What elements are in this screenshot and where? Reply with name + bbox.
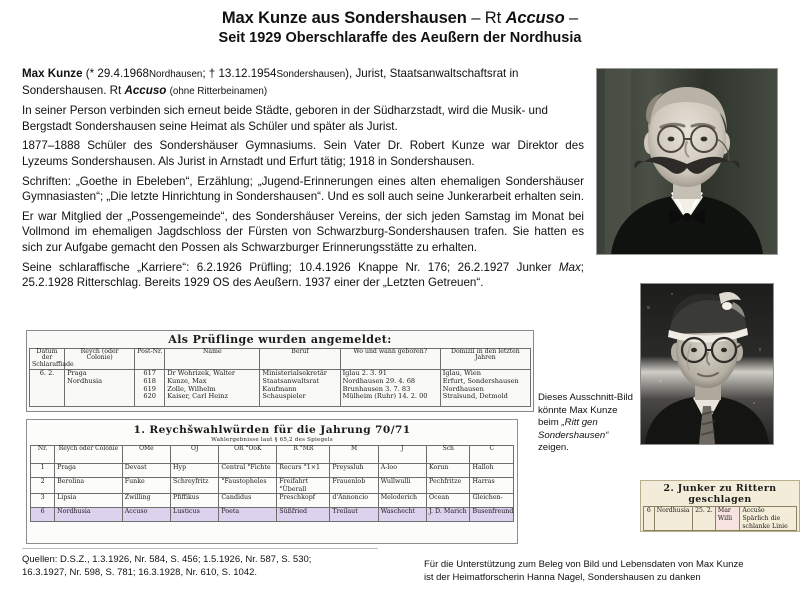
- page-title-accuso: Accuso: [505, 9, 565, 27]
- photo-caption-quote: „Ritt gen Sondershausen“: [538, 417, 609, 441]
- wahl-r1-reych: Praga: [55, 464, 123, 478]
- pruflinge-beruf-2: Staatsanwaltsrat: [262, 376, 320, 385]
- junker-cell-nr: 6: [644, 507, 655, 531]
- pruflinge-name-2: Kunze, Max: [167, 376, 207, 385]
- footer-sources-line-2: 16.3.1927, Nr. 598, S. 781; 16.3.1928, Nr. 610, S. 1042.: [22, 567, 258, 578]
- wahl-col-r: R °MR: [277, 446, 330, 464]
- pruflinge-name-1: Dr Wohrizek, Walter: [167, 369, 236, 377]
- pruflinge-domizil-4: Stralsund, Detmold: [442, 392, 508, 401]
- wahl-r6-or: Poeta: [219, 508, 277, 522]
- table-row: [31, 478, 514, 494]
- junker-cell-beinamen: [740, 507, 797, 531]
- pruflinge-beruf-3: Kaufmann: [262, 384, 297, 393]
- bio-birth-place: Nordhausen: [148, 69, 203, 80]
- bio-death-date: 13.12.1954: [218, 67, 277, 80]
- wahl-col-or: OR °OoK: [219, 446, 277, 464]
- wahl-r1-or: Central °Fichte: [219, 464, 277, 478]
- bio-paragraph-3: 1877–1888 Schüler des Sondershäuser Gymnasiums. Sein Vater Dr. Robert Kunze war Direktor des Lyzeums Sondershausen. Als Jurist in Arnstadt und Erfurt tätig; 1918 in Sondershausen.: [22, 139, 584, 168]
- pruflinge-col-postnr: Post-Nr.: [135, 349, 165, 370]
- wahl-r2-nr: 2: [31, 478, 55, 494]
- pruflinge-cell-postnr: [135, 370, 165, 407]
- wahl-r6-sch: J. D. Marich: [427, 508, 470, 522]
- wahl-r1-sch: Korun: [427, 464, 470, 478]
- pruflinge-domizil-3: Nordhausen: [442, 384, 484, 393]
- wahl-r6-ome: Accuso: [122, 508, 170, 522]
- pruflinge-geboren-3: Brunhausen 3. 7. 83: [342, 384, 411, 393]
- wahl-table-title: 1. Reychšwahlwürden für die Jahrung 70/71: [133, 424, 411, 436]
- wahl-r2-c: Harras: [470, 478, 514, 494]
- pruflinge-cell-beruf: [260, 370, 340, 407]
- wahl-col-j: J: [378, 446, 426, 464]
- wahl-col-oj: OJ: [171, 446, 219, 464]
- table-row: [31, 494, 514, 508]
- biography-text: [22, 66, 584, 295]
- wahl-col-sch: Sch: [427, 446, 470, 464]
- pruflinge-col-datum: Datum der Schlaraffiade: [30, 349, 65, 370]
- page-title-dash-2: –: [564, 9, 579, 27]
- bio-paragraph-5: Er war Mitglied der „Possengemeinde“, des Sondershäuser Vereins, der sich jeden Samstag im Monat bei Vollmond im ehemaligen Jagdschloss der Fürsten von Schwarzburg-Sondershausen trafen. Sie hatten es sich zur Aufgabe gemacht den Possen als Schwarzburger Erinnerungsstätte zu erhalten.: [22, 209, 584, 254]
- wahl-table: [30, 445, 514, 522]
- photo-max-kunze-with-cap: [640, 283, 774, 445]
- junker-table-title: 2. Junker zu Rittern geschlagen: [663, 483, 777, 505]
- wahl-r3-m: d'Annoncio: [330, 494, 378, 508]
- pruflinge-postnr-4: 620: [143, 392, 156, 401]
- pruflinge-col-reych: Reych (oder Colonie): [65, 349, 135, 370]
- wahl-r3-sch: Ocean: [427, 494, 470, 508]
- footer-divider: [22, 548, 378, 549]
- wahl-r1-nr: 1: [31, 464, 55, 478]
- pruflinge-name-4: Kaiser, Carl Heinz: [167, 392, 228, 401]
- wahl-r1-r: Recurs °1×1: [277, 464, 330, 478]
- junker-cell-reych: Nordhusia: [654, 507, 692, 531]
- bio-lead-paren-open: (*: [82, 67, 98, 80]
- wahl-col-nr: Nr.: [31, 446, 55, 464]
- pruflinge-geboren-4: Mülheim (Ruhr) 14. 2. 00: [342, 392, 428, 401]
- photo-caption: [538, 392, 638, 455]
- wahl-col-ome: OMe: [122, 446, 170, 464]
- table-row: [31, 464, 514, 478]
- pruflinge-name-3: Zolle, Wilhelm: [167, 384, 216, 393]
- pruflinge-cell-name: [165, 370, 260, 407]
- page-title-dash-1: –: [466, 9, 485, 27]
- bio-lead-sep: ; †: [202, 67, 219, 80]
- scan-table-junker-zu-rittern: [640, 480, 800, 532]
- footer-acknowledgement: [424, 558, 794, 584]
- junker-name-1: Mar: [717, 507, 731, 514]
- pruflinge-table-title: Als Prüflinge wurden angemeldet:: [168, 333, 392, 346]
- wahl-r1-oj: Hyp: [171, 464, 219, 478]
- wahl-r6-reych: Nordhusia: [55, 508, 123, 522]
- page-title: [0, 8, 800, 28]
- wahl-table-subtitle: Wahlergebnisse laut § 65,2 des Spiegels: [211, 437, 333, 443]
- junker-cell-names: [715, 507, 739, 531]
- wahl-r2-oj: Schreyfritz: [171, 478, 219, 494]
- footer-sources-line-1: Quellen: D.S.Z., 1.3.1926, Nr. 584, S. 456; 1.5.1926, Nr. 587, S. 530;: [22, 554, 312, 565]
- pruflinge-cell-domizil: [440, 370, 530, 407]
- wahl-col-reych: Reych oder Colonie: [55, 446, 123, 464]
- pruflinge-geboren-1: Iglau 2. 3. 91: [342, 369, 387, 377]
- bio-career-part-b: ; 25.2.1928 Ritterschlag. Bereits 1929 OS des Aeußern. 1937 einer der „Letzten Getreuen“.: [22, 260, 584, 290]
- wahl-r3-or: Candidus: [219, 494, 277, 508]
- pruflinge-reych-2: Nordhusia: [67, 376, 103, 385]
- pruflinge-beruf-4: Schauspieler: [262, 392, 306, 401]
- page-title-rt: Rt: [484, 9, 506, 27]
- wahl-r2-reych: Berolina: [55, 478, 123, 494]
- footer-thanks-line-1: Für die Unterstützung zum Beleg von Bild und Lebensdaten von Max Kunze: [424, 559, 744, 570]
- photo-caption-part-a: Dieses Ausschnitt-Bild könnte Max Kunze beim: [538, 392, 633, 429]
- page-title-main: Max Kunze aus Sondershausen: [221, 9, 467, 27]
- pruflinge-reych-1: Praga: [67, 369, 87, 377]
- photo-caption-part-c: zeigen.: [538, 442, 569, 454]
- footer-thanks-line-2: ist der Heimatforscherin Hanna Nagel, Sondershausen zu danken: [424, 572, 701, 583]
- portrait-photo-max-kunze: [596, 68, 778, 255]
- bio-paragraph-lead: [22, 66, 584, 99]
- bio-death-place: Sondershausen: [276, 69, 346, 80]
- cap-photo-graphic: [641, 284, 773, 444]
- wahl-r2-sch: Pechfritze: [427, 478, 470, 494]
- pruflinge-domizil-2: Erfurt, Sondershausen: [442, 376, 519, 385]
- wahl-r1-ome: Devast: [122, 464, 170, 478]
- bio-lead-after: ), Jurist, Staatsanwaltschaftsrat in Sondershausen. Rt: [22, 67, 519, 97]
- wahl-r3-nr: 3: [31, 494, 55, 508]
- portrait-photo-graphic: [597, 69, 777, 254]
- pruflinge-header-row: [30, 349, 531, 370]
- pruflinge-col-domizil: Domizil in den letzten Jahren: [440, 349, 530, 370]
- pruflinge-postnr-1: 617: [143, 369, 156, 377]
- wahl-r3-ome: Zwilling: [122, 494, 170, 508]
- wahl-r2-j: Wullwulli: [378, 478, 426, 494]
- bio-paragraph-2: In seiner Person verbinden sich erneut beide Städte, geboren in der Südharzstadt, wird die Musik- und Bergstadt Sondershausen seine Heimat als Schüler und später als Jurist.: [22, 104, 548, 133]
- table-row: [644, 507, 797, 531]
- junker-beiname-2: Spärlich die schlanke Linie: [742, 514, 788, 530]
- wahl-r6-j: Waschecht: [378, 508, 426, 522]
- wahl-r6-oj: Lusticus: [171, 508, 219, 522]
- wahl-r2-or: °Faustopheles: [219, 478, 277, 494]
- pruflinge-cell-datum: 6. 2.: [30, 370, 65, 407]
- pruflinge-col-beruf: Beruf: [260, 349, 340, 370]
- junker-beiname-1: Accušo: [742, 507, 765, 514]
- bio-career-junker-name: Max: [558, 260, 581, 274]
- wahl-r2-m: Frauenlob: [330, 478, 378, 494]
- wahl-r6-c: Busenfreund: [470, 508, 514, 522]
- table-row: [30, 370, 531, 407]
- pruflinge-postnr-3: 619: [143, 384, 156, 393]
- pruflinge-table: [29, 348, 531, 407]
- junker-cell-datum: 25. 2.: [692, 507, 715, 531]
- wahl-r3-oj: Pfiffikus: [171, 494, 219, 508]
- wahl-r6-m: Treilaut: [330, 508, 378, 522]
- bio-career-part-a: Seine schlaraffische „Karriere“: 6.2.1926 Prüfling; 10.4.1926 Knappe Nr. 176; 26.2.1927 Junker: [22, 260, 559, 274]
- scan-table-reychswahlwurden: [26, 419, 518, 544]
- bio-paragraph-6: [22, 260, 584, 291]
- footer-sources: [22, 553, 422, 579]
- pruflinge-geboren-2: Nordhausen 29. 4. 68: [342, 376, 416, 385]
- scan-table-pruflinge: [26, 330, 534, 412]
- pruflinge-beruf-1: Ministerialsekretär: [262, 369, 327, 377]
- wahl-r2-r: Freifahrt °Überall: [277, 478, 330, 494]
- wahl-r6-nr: 6: [31, 508, 55, 522]
- bio-paragraph-4: Schriften: „Goethe in Ebeleben“, Erzählung; „Jugend-Erinnerungen eines alten ehemaligen Sondershäuser Gymnasiasten“; „Die letzte Hinrichtung in Sondershausen“. Und es soll auch seine Junkerarbeit erhalten sein.: [22, 174, 584, 204]
- table-row-highlighted-nordhusia: [31, 508, 514, 522]
- pruflinge-col-geboren: Wo und wann geboren?: [340, 349, 440, 370]
- wahl-r2-ome: Funke: [122, 478, 170, 494]
- junker-name-2: Willi: [717, 514, 733, 522]
- pruflinge-col-name: Name: [165, 349, 260, 370]
- wahl-col-m: M: [330, 446, 378, 464]
- wahl-r3-j: Meloderich: [378, 494, 426, 508]
- pruflinge-domizil-1: Iglau, Wien: [442, 369, 481, 377]
- bio-lead-note: (ohne Ritterbeinamen): [169, 85, 268, 97]
- page-subtitle: Seit 1929 Oberschlaraffe des Aeußern der Nordhusia: [218, 30, 582, 46]
- wahl-header-row: [31, 446, 514, 464]
- wahl-r3-c: Gleichen-: [470, 494, 514, 508]
- wahl-r3-reych: Lipsia: [55, 494, 123, 508]
- wahl-r1-j: A-loo: [378, 464, 426, 478]
- wahl-r1-m: Preyssluh: [330, 464, 378, 478]
- pruflinge-cell-reych: [65, 370, 135, 407]
- wahl-r3-r: Preschkopf: [277, 494, 330, 508]
- bio-lead-name: Max Kunze: [22, 67, 83, 80]
- bio-birth-date: 29.4.1968: [97, 67, 149, 80]
- pruflinge-postnr-2: 618: [143, 376, 156, 385]
- bio-lead-accuso: Accuso: [124, 83, 167, 97]
- wahl-col-c: C: [470, 446, 514, 464]
- wahl-r1-c: Halloh: [470, 464, 514, 478]
- pruflinge-cell-geboren: [340, 370, 440, 407]
- junker-table: [643, 506, 797, 531]
- page-title-block: [0, 8, 800, 48]
- wahl-r6-r: Süßfried: [277, 508, 330, 522]
